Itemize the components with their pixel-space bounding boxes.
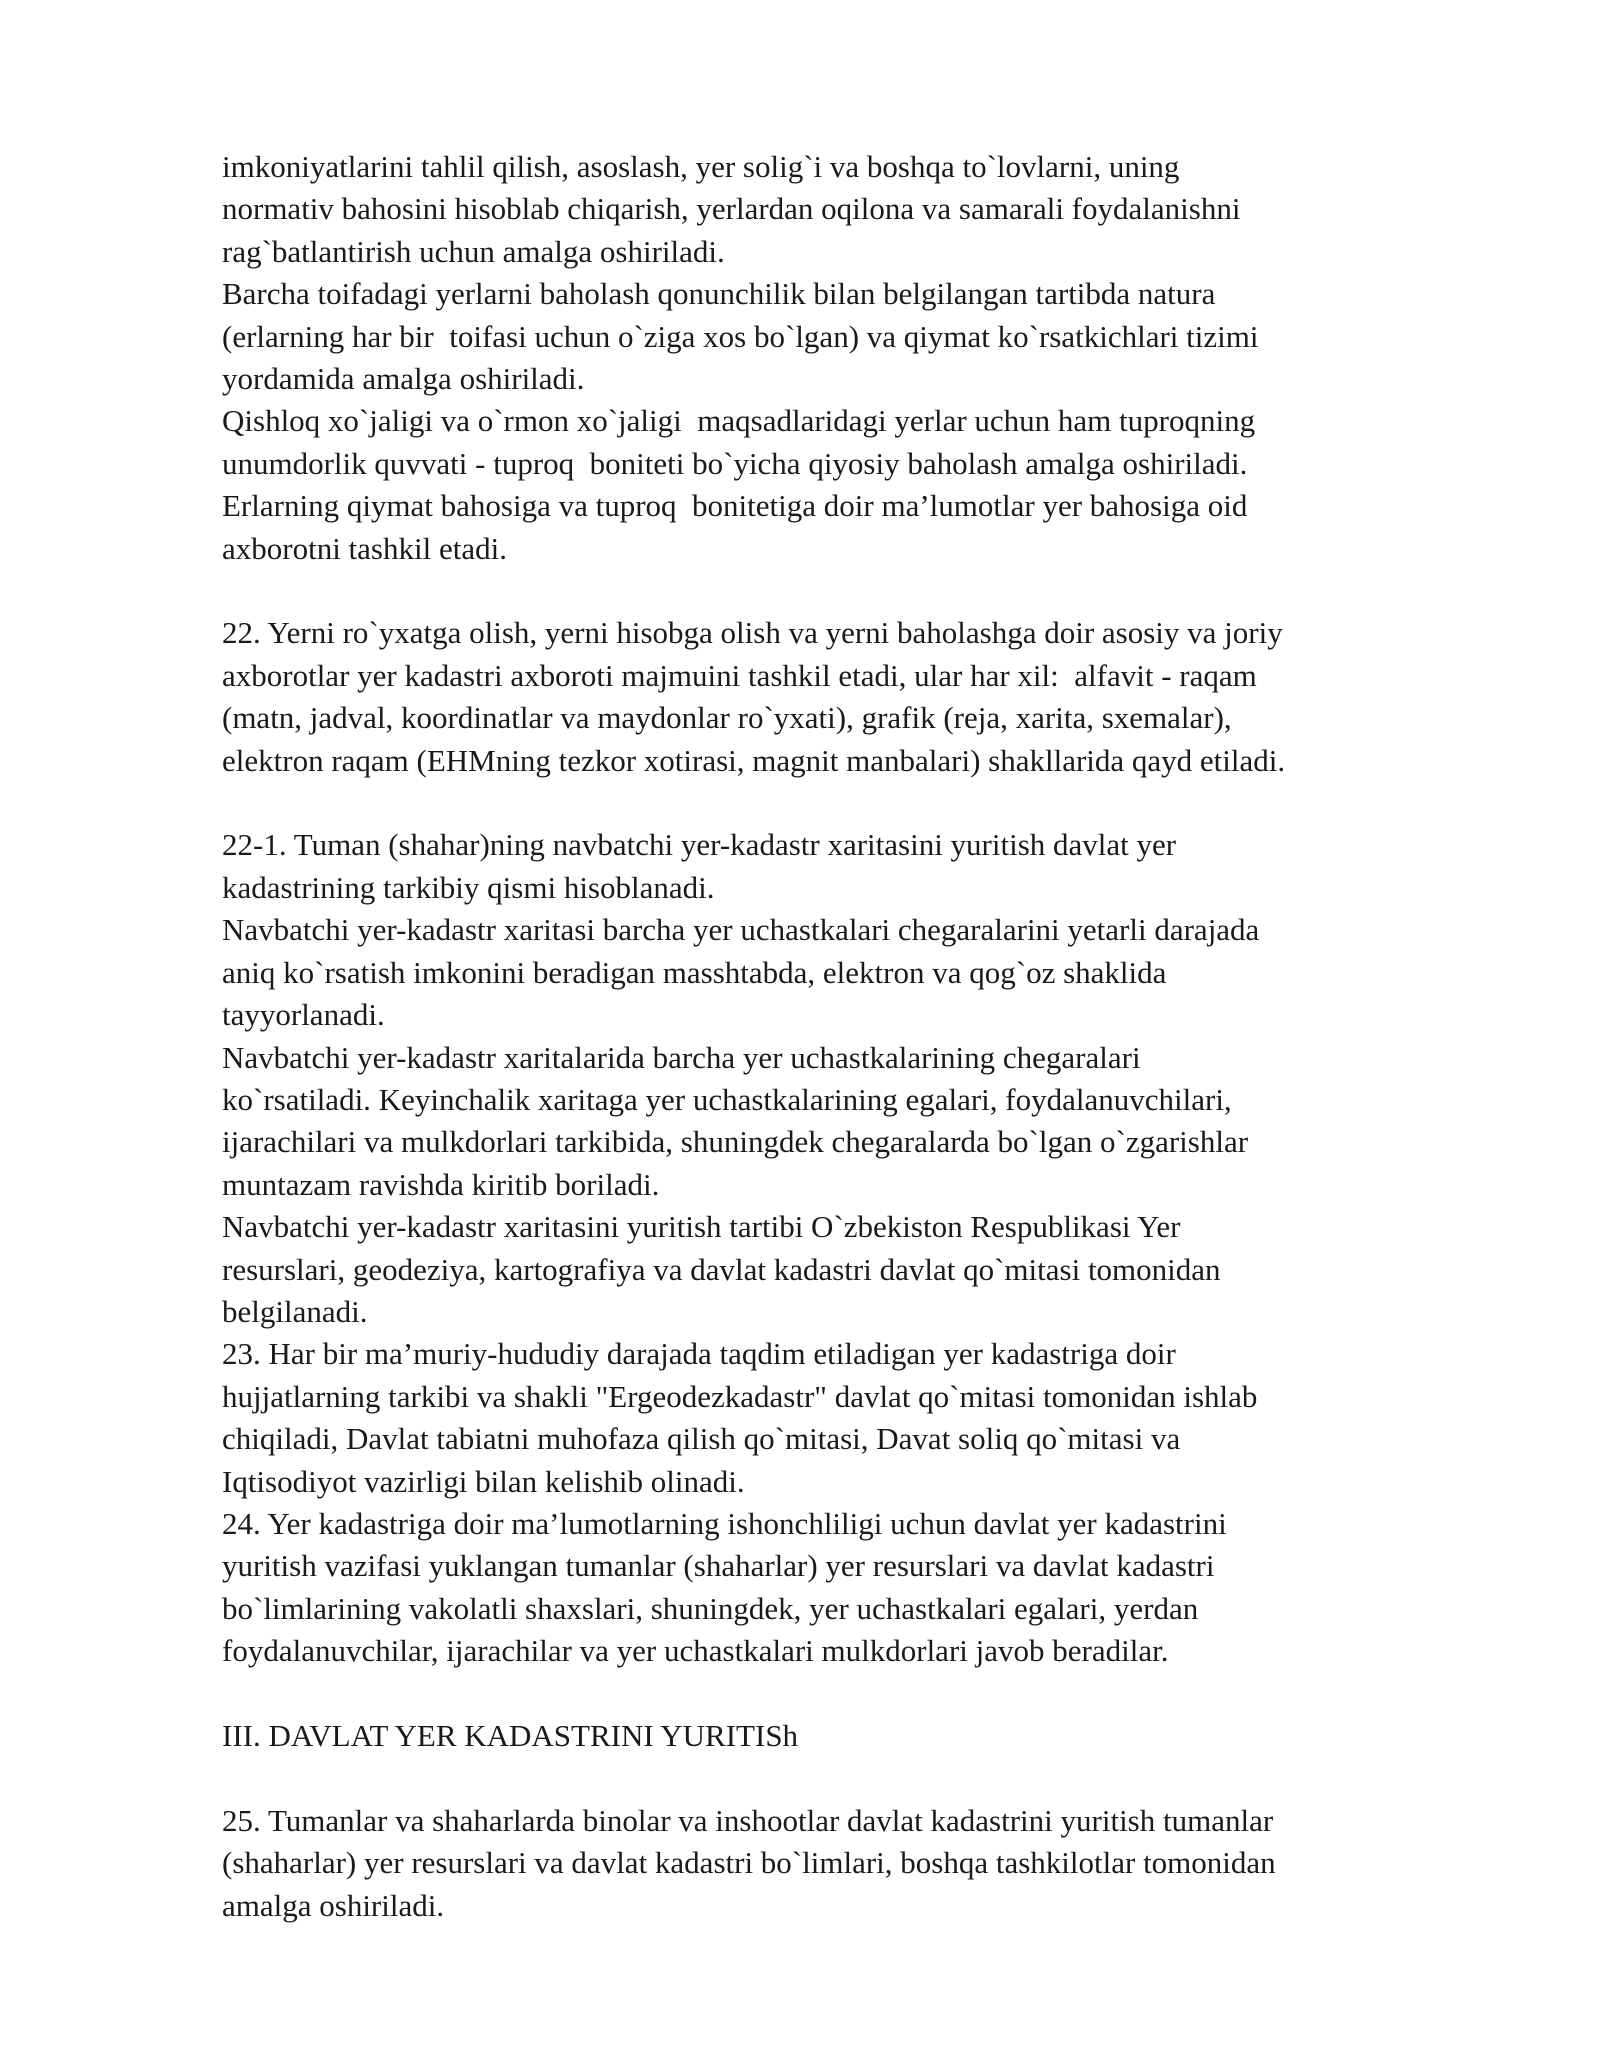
text-line: unumdorlik quvvati - tuproq boniteti bo`yicha qiyosiy baholash amalga oshiriladi. bbox=[222, 445, 1248, 481]
text-line: 22-1. Tuman (shahar)ning navbatchi yer-kadastr xaritasini yuritish davlat yer bbox=[222, 827, 1177, 863]
text-line: Qishloq xo`jaligi va o`rmon xo`jaligi maqsadlaridagi yerlar uchun ham tuproqning bbox=[222, 403, 1256, 439]
document-body bbox=[222, 146, 1502, 1927]
text-line: Navbatchi yer-kadastr xaritasini yuritish tartibi O`zbekiston Respublikasi Yer bbox=[222, 1209, 1181, 1245]
text-line: yuritish vazifasi yuklangan tumanlar (shaharlar) yer resurslari va davlat kadastri bbox=[222, 1548, 1215, 1584]
text-line: kadastrining tarkibiy qismi hisoblanadi. bbox=[222, 869, 715, 905]
text-line: amalga oshiriladi. bbox=[222, 1887, 445, 1923]
text-line: (erlarning har bir toifasi uchun o`ziga xos bo`lgan) va qiymat ko`rsatkichlari tizimi bbox=[222, 318, 1259, 354]
paragraph-gap bbox=[222, 782, 1502, 824]
text-line: Iqtisodiyot vazirligi bilan kelishib olinadi. bbox=[222, 1463, 745, 1499]
text-line: 23. Har bir ma’muriy-hududiy darajada taqdim etiladigan yer kadastriga doir bbox=[222, 1336, 1176, 1372]
text-line: foydalanuvchilar, ijarachilar va yer uchastkalari mulkdorlari javob beradilar. bbox=[222, 1633, 1169, 1669]
text-line: Navbatchi yer-kadastr xaritalarida barcha yer uchastkalarining chegaralari bbox=[222, 1039, 1141, 1075]
text-line: Erlarning qiymat bahosiga va tuproq bonitetiga doir ma’lumotlar yer bahosiga oid bbox=[222, 488, 1248, 524]
text-line: muntazam ravishda kiritib boriladi. bbox=[222, 1166, 660, 1202]
text-line: normativ bahosini hisoblab chiqarish, yerlardan oqilona va samarali foydalanishni bbox=[222, 191, 1241, 227]
text-line: belgilanadi. bbox=[222, 1293, 368, 1329]
text-line: III. DAVLAT YER KADASTRINI YURITISh bbox=[222, 1717, 799, 1753]
text-line: 22. Yerni ro`yxatga olish, yerni hisobga olish va yerni baholashga doir asosiy va joriy bbox=[222, 615, 1283, 651]
text-line: resurslari, geodeziya, kartografiya va davlat kadastri davlat qo`mitasi tomonidan bbox=[222, 1251, 1221, 1287]
text-line: elektron raqam (EHMning tezkor xotirasi, magnit manbalari) shakllarida qayd etiladi. bbox=[222, 742, 1286, 778]
text-line: ijarachilari va mulkdorlari tarkibida, shuningdek chegaralarda bo`lgan o`zgarishlar bbox=[222, 1124, 1249, 1160]
text-line: (shaharlar) yer resurslari va davlat kadastri bo`limlari, boshqa tashkilotlar tomonidan bbox=[222, 1845, 1276, 1881]
text-line: yordamida amalga oshiriladi. bbox=[222, 361, 585, 397]
text-line: hujjatlarning tarkibi va shakli "Ergeodezkadastr" davlat qo`mitasi tomonidan ishlab bbox=[222, 1378, 1258, 1414]
text-line: tayyorlanadi. bbox=[222, 997, 385, 1033]
text-line: bo`limlarining vakolatli shaxslari, shuningdek, yer uchastkalari egalari, yerdan bbox=[222, 1590, 1199, 1626]
text-line: rag`batlantirish uchun amalga oshiriladi. bbox=[222, 233, 725, 269]
text-line: axborotni tashkil etadi. bbox=[222, 530, 507, 566]
text-line: (matn, jadval, koordinatlar va maydonlar ro`yxati), grafik (reja, xarita, sxemalar), bbox=[222, 700, 1232, 736]
text-line: axborotlar yer kadastri axboroti majmuini tashkil etadi, ular har xil: alfavit - raqam bbox=[222, 657, 1257, 693]
paragraph-gap bbox=[222, 570, 1502, 612]
text-line: aniq ko`rsatish imkonini beradigan masshtabda, elektron va qog`oz shaklida bbox=[222, 954, 1167, 990]
text-line: 24. Yer kadastriga doir ma’lumotlarning ishonchliligi uchun davlat yer kadastrini bbox=[222, 1505, 1227, 1541]
text-line: 25. Tumanlar va shaharlarda binolar va inshootlar davlat kadastrini yuritish tumanlar bbox=[222, 1802, 1274, 1838]
text-line: ko`rsatiladi. Keyinchalik xaritaga yer uchastkalarining egalari, foydalanuvchilari, bbox=[222, 1081, 1232, 1117]
text-line: Barcha toifadagi yerlarni baholash qonunchilik bilan belgilangan tartibda natura bbox=[222, 276, 1216, 312]
text-line: imkoniyatlarini tahlil qilish, asoslash, yer solig`i va boshqa to`lovlarni, uning bbox=[222, 149, 1180, 184]
text-line: chiqiladi, Davlat tabiatni muhofaza qilish qo`mitasi, Davat soliq qo`mitasi va bbox=[222, 1421, 1181, 1457]
paragraph-gap bbox=[222, 1673, 1502, 1715]
text-line: Navbatchi yer-kadastr xaritasi barcha yer uchastkalari chegaralarini yetarli darajada bbox=[222, 912, 1260, 948]
paragraph-gap bbox=[222, 1757, 1502, 1799]
